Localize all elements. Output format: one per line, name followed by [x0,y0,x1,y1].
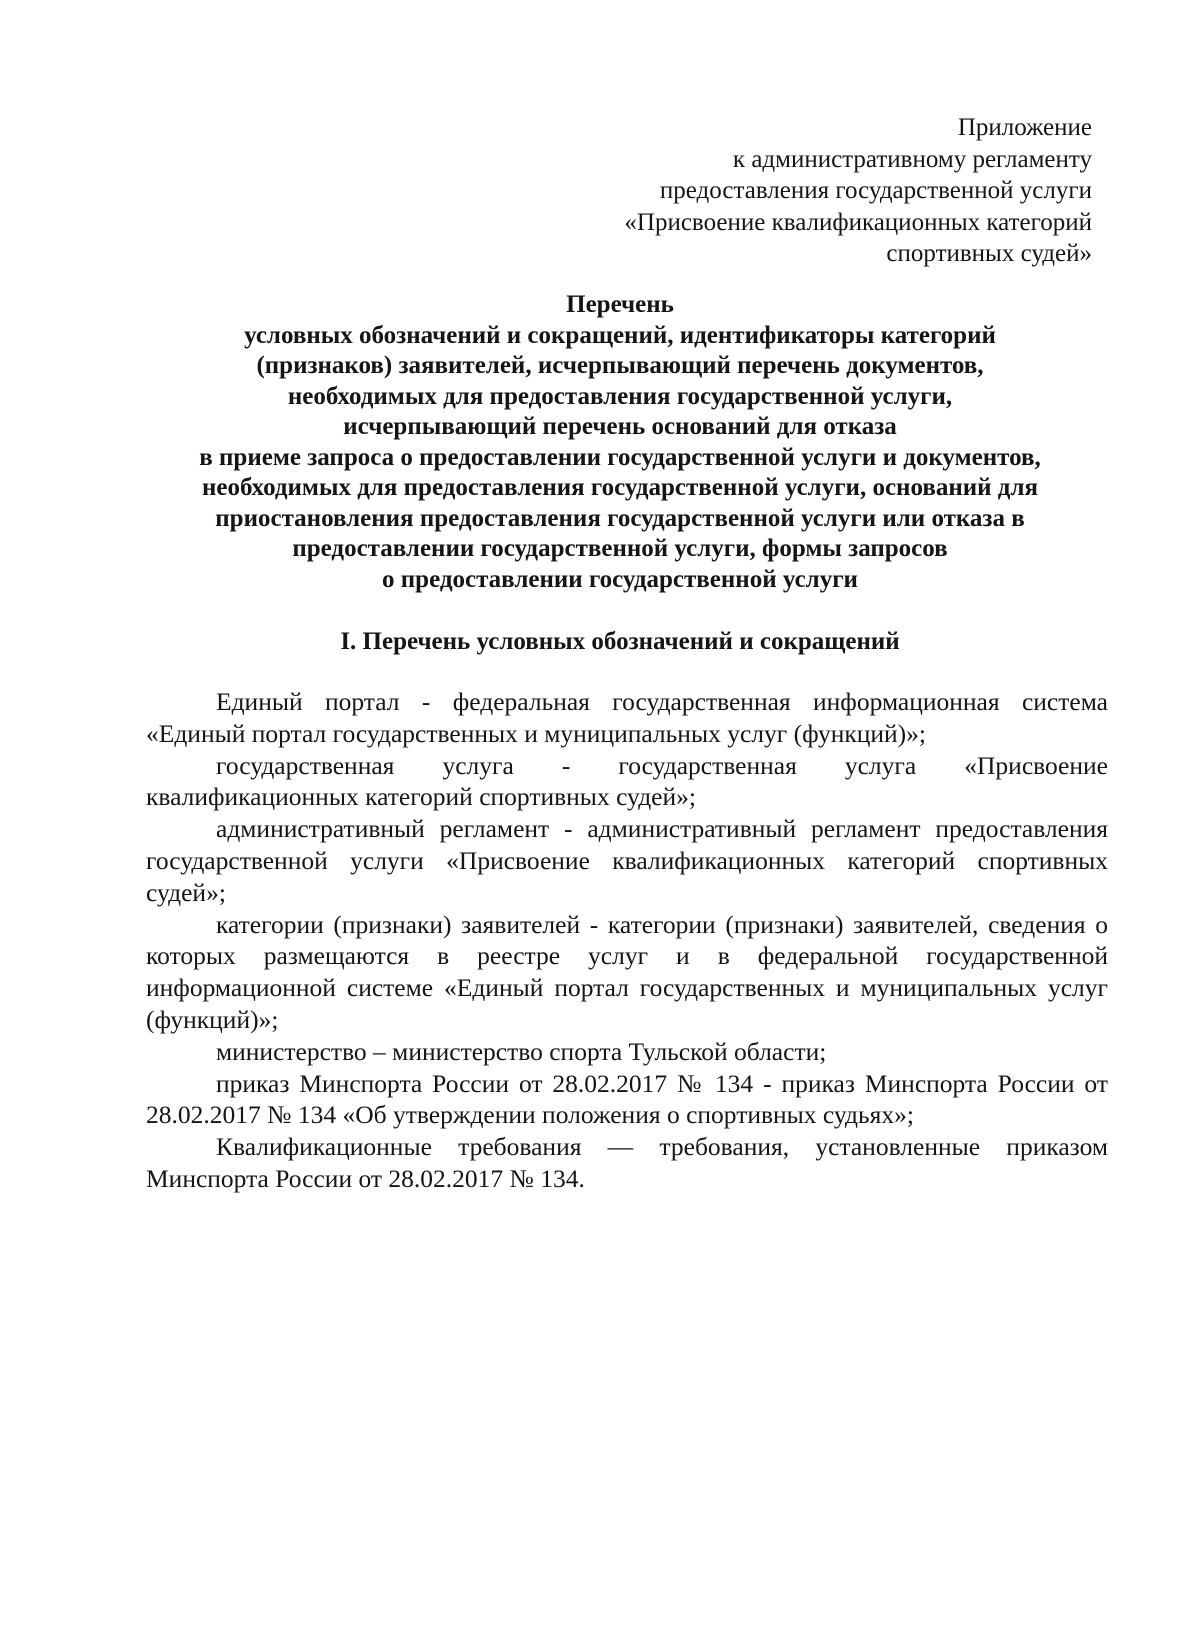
title-line: предоставлении государственной услуги, формы запросов [292,535,948,562]
definition-paragraph: Квалификационные требования — требования, установленные приказом Минспорта России от 28.02.2017 № 134. [146,1132,1108,1193]
definition-paragraph: министерство – министерство спорта Тульской области; [216,1036,827,1066]
title-line: необходимых для предоставления государственной услуги, [287,382,953,410]
definitions-list [146,686,1108,1195]
appendix-line: предоставления государственной услуги [659,177,1092,204]
title-line: исчерпывающий перечень оснований для отказа [343,413,897,440]
definition-paragraph: государственная услуга - государственная услуга «Присвоение квалификационных категорий спортивных судей»; [146,750,1108,812]
definition-paragraph: Единый портал - федеральная государственная информационная система «Единый портал государственных и муниципальных услуг (функций)»; [146,687,1108,748]
section-heading: I. Перечень условных обозначений и сокращений [340,628,900,655]
title-line: в приеме запроса о предоставлении государственной услуги и документов, [199,443,1041,471]
definition-paragraph: категории (признаки) заявителей - категории (признаки) заявителей, сведения о которых размещаются в реестре услуг и в федеральной государственной информационной системе «Единый портал государственных и муниципальных услуг (функций)»; [146,909,1108,1034]
title-line: приостановления предоставления государственной услуги или отказа в [215,504,1025,532]
definition-paragraph: приказ Минспорта России от 28.02.2017 № 134 - приказ Минспорта России от 28.02.2017 № 134 «Об утверждении положения о спортивных судьях»; [146,1068,1108,1130]
appendix-line: Приложение [957,114,1092,141]
title-line: Перечень [566,291,674,318]
appendix-note [624,112,1092,270]
title-line: (признаков) заявителей, исчерпывающий перечень документов, [256,352,984,379]
appendix-line: к административному регламенту [732,145,1092,173]
appendix-line: «Присвоение квалификационных категорий [624,208,1092,236]
title-line: необходимых для предоставления государственной услуги, оснований для [201,474,1038,501]
title-line: условных обозначений и сокращений, идентификаторы категорий [244,321,996,349]
appendix-line: спортивных судей» [886,240,1092,267]
title-line: о предоставлении государственной услуги [382,565,858,593]
definition-paragraph: административный регламент - административный регламент предоставления государственной услуги «Присвоение квалификационных категорий спортивных судей»; [146,814,1108,907]
document-title [120,290,1120,595]
